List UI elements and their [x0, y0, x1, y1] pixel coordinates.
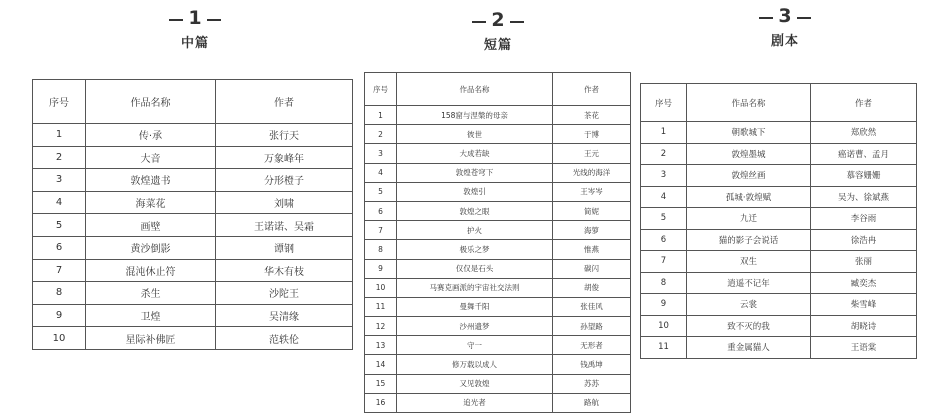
column-header: 作品名称 — [86, 80, 216, 124]
author-cell: 王元 — [553, 144, 631, 163]
author-cell: 吴为、徐斌燕 — [811, 186, 917, 208]
work-title-cell: 黄沙倒影 — [86, 236, 216, 259]
author-cell: 光线的海洋 — [553, 163, 631, 182]
table-row — [365, 393, 631, 412]
section-3-number: 3 — [778, 5, 792, 27]
author-cell: 钱禹坤 — [553, 355, 631, 374]
author-cell: 碳闪 — [553, 259, 631, 278]
author-cell: 王诺诺、吴霜 — [216, 214, 353, 237]
table-row — [33, 191, 353, 214]
table-row — [33, 124, 353, 147]
table-row — [365, 163, 631, 182]
section-3-title: 剧本 — [770, 34, 799, 49]
work-title-cell: 画壁 — [86, 214, 216, 237]
author-cell: 万象峰年 — [216, 146, 353, 169]
author-cell: 于博 — [553, 125, 631, 144]
table-row — [33, 146, 353, 169]
work-title-cell: 混沌休止符 — [86, 259, 216, 282]
row-number-cell: 1 — [365, 106, 397, 125]
work-title-cell: 逍遥不记年 — [687, 272, 811, 294]
dash-right — [797, 17, 811, 19]
row-number-cell: 4 — [33, 191, 86, 214]
author-cell: 华木有枝 — [216, 259, 353, 282]
section-2-heading — [453, 10, 543, 53]
row-number-cell: 7 — [641, 251, 687, 273]
row-number-cell: 10 — [33, 327, 86, 350]
work-title-cell: 敦煌遗书 — [86, 169, 216, 192]
row-number-cell: 16 — [365, 393, 397, 412]
section-1-title: 中篇 — [180, 36, 209, 51]
author-cell: 李谷雨 — [811, 208, 917, 230]
row-number-cell: 10 — [365, 278, 397, 297]
work-title-cell: 极乐之梦 — [397, 240, 553, 259]
work-title-cell: 传·承 — [86, 124, 216, 147]
column-header: 作者 — [216, 80, 353, 124]
table-row — [641, 272, 917, 294]
row-number-cell: 9 — [641, 294, 687, 316]
work-title-cell: 云裳 — [687, 294, 811, 316]
table-row — [365, 201, 631, 220]
row-number-cell: 15 — [365, 374, 397, 393]
work-title-cell: 九迁 — [687, 208, 811, 230]
row-number-cell: 14 — [365, 355, 397, 374]
work-title-cell: 护火 — [397, 221, 553, 240]
table-row — [641, 251, 917, 273]
work-title-cell: 大成若缺 — [397, 144, 553, 163]
row-number-cell: 5 — [33, 214, 86, 237]
row-number-cell: 2 — [641, 143, 687, 165]
table-row — [33, 282, 353, 305]
work-title-cell: 敦煌墨城 — [687, 143, 811, 165]
row-number-cell: 13 — [365, 336, 397, 355]
section-1-number-row — [150, 8, 240, 28]
author-cell: 无形者 — [553, 336, 631, 355]
table-row — [641, 229, 917, 251]
author-cell: 王语棠 — [811, 337, 917, 359]
column-header: 作品名称 — [397, 73, 553, 106]
work-title-cell: 星际补佛匠 — [86, 327, 216, 350]
row-number-cell: 11 — [365, 297, 397, 316]
column-header: 序号 — [33, 80, 86, 124]
table-row — [365, 221, 631, 240]
row-number-cell: 6 — [33, 236, 86, 259]
table-row — [365, 259, 631, 278]
table-row — [641, 315, 917, 337]
table-row — [365, 106, 631, 125]
work-title-cell: 孤城·敦煌赋 — [687, 186, 811, 208]
author-cell: 臧奕杰 — [811, 272, 917, 294]
column-header: 作品名称 — [687, 84, 811, 122]
row-number-cell: 2 — [33, 146, 86, 169]
row-number-cell: 10 — [641, 315, 687, 337]
work-title-cell: 158窟与涅槃的母亲 — [397, 106, 553, 125]
table-row — [33, 169, 353, 192]
work-title-cell: 海菜花 — [86, 191, 216, 214]
work-title-cell: 守一 — [397, 336, 553, 355]
author-cell: 吴清缘 — [216, 304, 353, 327]
dash-left — [169, 19, 183, 21]
table-row — [641, 186, 917, 208]
author-cell: 沙陀王 — [216, 282, 353, 305]
row-number-cell: 2 — [365, 125, 397, 144]
work-title-cell: 敦煌之眼 — [397, 201, 553, 220]
author-cell: 王岑岑 — [553, 182, 631, 201]
author-cell: 孙望路 — [553, 317, 631, 336]
row-number-cell: 9 — [33, 304, 86, 327]
script-table — [640, 83, 917, 359]
work-title-cell: 朝歌城下 — [687, 122, 811, 144]
table-header-row — [365, 73, 631, 106]
table-row — [365, 240, 631, 259]
row-number-cell: 4 — [641, 186, 687, 208]
column-header: 作者 — [553, 73, 631, 106]
row-number-cell: 7 — [365, 221, 397, 240]
work-title-cell: 仅仅是石头 — [397, 259, 553, 278]
dash-left — [472, 21, 486, 23]
author-cell: 分形橙子 — [216, 169, 353, 192]
work-title-cell: 沙州遗梦 — [397, 317, 553, 336]
work-title-cell: 追光者 — [397, 393, 553, 412]
author-cell: 癌诺曹、孟月 — [811, 143, 917, 165]
table-row — [365, 278, 631, 297]
row-number-cell: 3 — [33, 169, 86, 192]
row-number-cell: 8 — [33, 282, 86, 305]
table-row — [33, 304, 353, 327]
table-row — [641, 337, 917, 359]
row-number-cell: 3 — [641, 165, 687, 187]
author-cell: 谭钢 — [216, 236, 353, 259]
table-header-row — [33, 80, 353, 124]
work-title-cell: 重金属猫人 — [687, 337, 811, 359]
column-header: 序号 — [641, 84, 687, 122]
author-cell: 简妮 — [553, 201, 631, 220]
row-number-cell: 6 — [641, 229, 687, 251]
table-row — [33, 236, 353, 259]
table-row — [365, 182, 631, 201]
work-title-cell: 又见敦煌 — [397, 374, 553, 393]
work-title-cell: 双生 — [687, 251, 811, 273]
author-cell: 刘啸 — [216, 191, 353, 214]
dash-left — [759, 17, 773, 19]
author-cell: 张丽 — [811, 251, 917, 273]
work-title-cell: 马赛克画派的宇宙社交法则 — [397, 278, 553, 297]
work-title-cell: 卫煌 — [86, 304, 216, 327]
section-3-heading — [740, 6, 830, 49]
row-number-cell: 6 — [365, 201, 397, 220]
table-row — [365, 336, 631, 355]
column-header: 序号 — [365, 73, 397, 106]
work-title-cell: 杀生 — [86, 282, 216, 305]
author-cell: 胡俊 — [553, 278, 631, 297]
row-number-cell: 1 — [33, 124, 86, 147]
table-row — [641, 143, 917, 165]
dash-right — [207, 19, 221, 21]
table-row — [365, 374, 631, 393]
row-number-cell: 4 — [365, 163, 397, 182]
author-cell: 胡晓诗 — [811, 315, 917, 337]
dash-right — [510, 21, 524, 23]
author-cell: 范轶伦 — [216, 327, 353, 350]
work-title-cell: 猫的影子会说话 — [687, 229, 811, 251]
work-title-cell: 敦煌苍穹下 — [397, 163, 553, 182]
section-1-number: 1 — [188, 7, 202, 29]
row-number-cell: 5 — [365, 182, 397, 201]
short-story-table — [364, 72, 631, 413]
table-row — [641, 122, 917, 144]
row-number-cell: 9 — [365, 259, 397, 278]
table-row — [33, 259, 353, 282]
row-number-cell: 1 — [641, 122, 687, 144]
section-2-title: 短篇 — [483, 38, 512, 53]
table-row — [365, 355, 631, 374]
table-row — [641, 294, 917, 316]
author-cell: 柴雪峰 — [811, 294, 917, 316]
author-cell: 苏苏 — [553, 374, 631, 393]
author-cell: 路航 — [553, 393, 631, 412]
section-2-number: 2 — [491, 9, 505, 31]
work-title-cell: 彼世 — [397, 125, 553, 144]
author-cell: 海箩 — [553, 221, 631, 240]
row-number-cell: 7 — [33, 259, 86, 282]
work-title-cell: 致不灭的我 — [687, 315, 811, 337]
table-row — [33, 327, 353, 350]
column-header: 作者 — [811, 84, 917, 122]
table-row — [641, 208, 917, 230]
row-number-cell: 12 — [365, 317, 397, 336]
author-cell: 郑欣然 — [811, 122, 917, 144]
table-row — [365, 317, 631, 336]
work-title-cell: 大音 — [86, 146, 216, 169]
work-title-cell: 修万载以成人 — [397, 355, 553, 374]
author-cell: 张佳风 — [553, 297, 631, 316]
author-cell: 茶花 — [553, 106, 631, 125]
row-number-cell: 8 — [641, 272, 687, 294]
row-number-cell: 3 — [365, 144, 397, 163]
work-title-cell: 敦煌引 — [397, 182, 553, 201]
table-row — [365, 297, 631, 316]
table-row — [365, 144, 631, 163]
table-row — [33, 214, 353, 237]
novella-table — [32, 79, 353, 350]
row-number-cell: 11 — [641, 337, 687, 359]
table-row — [365, 125, 631, 144]
work-title-cell: 曼舞千阳 — [397, 297, 553, 316]
table-header-row — [641, 84, 917, 122]
row-number-cell: 8 — [365, 240, 397, 259]
author-cell: 慕容姗姗 — [811, 165, 917, 187]
section-1-heading — [150, 8, 240, 51]
table-row — [641, 165, 917, 187]
author-cell: 徐浩冉 — [811, 229, 917, 251]
author-cell: 张行天 — [216, 124, 353, 147]
section-2-number-row — [453, 10, 543, 30]
work-title-cell: 敦煌丝画 — [687, 165, 811, 187]
author-cell: 惟燕 — [553, 240, 631, 259]
section-3-number-row — [740, 6, 830, 26]
row-number-cell: 5 — [641, 208, 687, 230]
